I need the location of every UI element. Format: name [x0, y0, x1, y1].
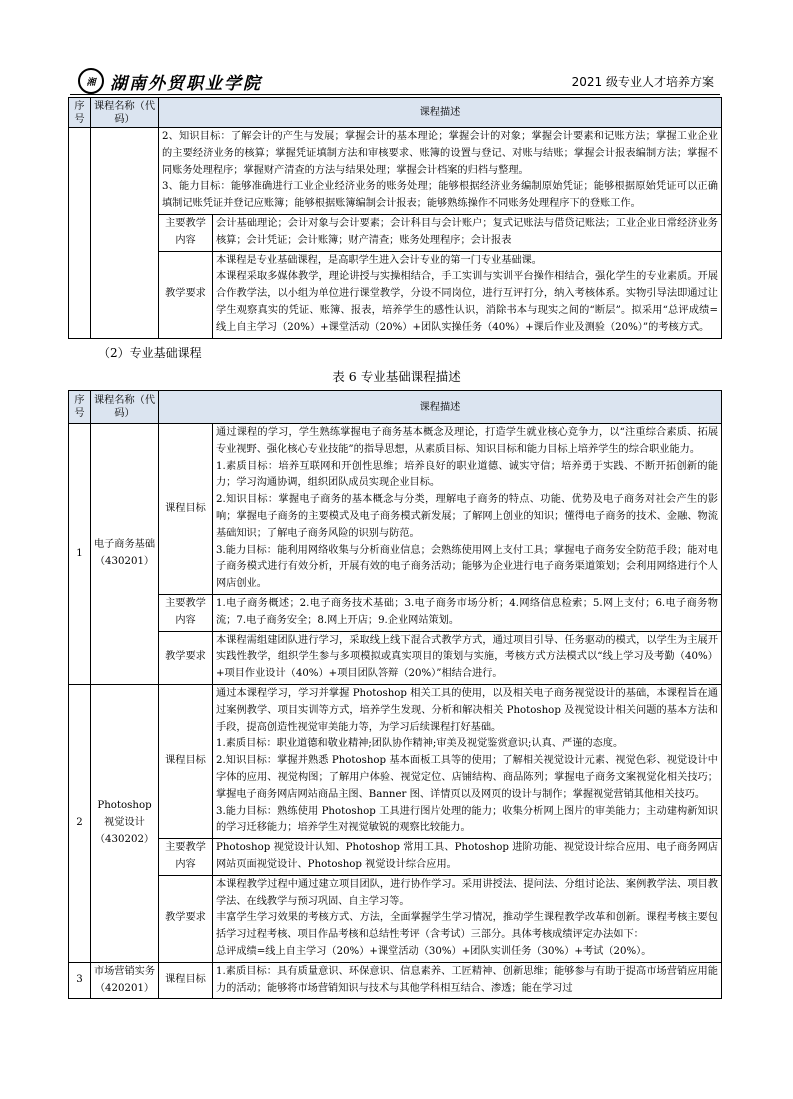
- col-desc: 课程描述: [159, 98, 722, 128]
- goals-label: 课程目标: [159, 424, 213, 595]
- section-heading: （2）专业基础课程: [98, 346, 202, 360]
- table-caption: 表 6 专业基础课程描述: [332, 369, 461, 384]
- table-row: [69, 594, 722, 631]
- table-header-row: [69, 98, 722, 128]
- goals-cell: 1.素质目标：具有质量意识、环保意识、信息素养、工匠精神、创新思维；能够参与有助于提高市场营销应用能力的活动；能够将市场营销知识与技术与其他学科相互结合、渗透；能在学习过: [213, 962, 722, 999]
- course-name: 电子商务基础（430201）: [91, 424, 159, 685]
- content-cell: 1.电子商务概述；2.电子商务技术基础；3.电子商务市场分析；4.网络信息检索；5.网上支付；6.电子商务物流；7.电子商务安全；8.网上开店；9.企业网站策划。: [213, 594, 722, 631]
- school-logo: [78, 68, 262, 94]
- col-no: 序号: [69, 98, 91, 128]
- goals-cell: 2、知识目标：了解会计的产生与发展；掌握会计的基本理论；掌握会计的对象；掌握会计要素和记账方法；掌握工业企业的主要经济业务的核算；掌握凭证填制方法和审核要求、账簿的设置与登记、对账与结账；掌握会计报表编制方法；掌握不同账务处理程序；掌握财产清查的方法与结果处理；掌握会计档案的归档与整理。 3、能力目标：能够准确进行工业企业经济业务的账务处理；能够根据经济业务编制原始凭证；能够根据原始凭证可以正确填制记账凭证并登记应账簿；能够根据账簿编制会计报表；能够熟练操作不同账务处理程序下的登账工作。: [159, 128, 722, 215]
- goals-label: 课程目标: [159, 962, 213, 999]
- table-header-row: [69, 391, 722, 424]
- goals-label: 课程目标: [159, 684, 213, 838]
- col-no: 序号: [69, 391, 91, 424]
- course-name: 市场营销实务（420201）: [91, 962, 159, 999]
- course-table-continued: [68, 97, 722, 339]
- course-name: Photoshop 视觉设计 （430202）: [91, 684, 159, 962]
- req-label: 教学要求: [159, 251, 213, 338]
- req-cell: 本课程教学过程中通过建立项目团队，进行协作学习。采用讲授法、提问法、分组讨论法、案例教学法、项目教学法、在线教学与预习巩固、自主学习等。 丰富学生学习效果的考核方式、方法，全面掌握学生学习情况，推动学生课程教学改革和创新。课程考核主要包括学习过程考核、项目作品考核和总结性考评（含考试）三部分。具体考核成绩评定办法如下： 总评成绩=线上自主学习（20%）+课堂活动（30%）+团队实训任务（30%）+考试（20%）。: [213, 875, 722, 962]
- table-row: [69, 128, 722, 215]
- content-label: 主要教学内容: [159, 214, 213, 251]
- table-row: [69, 251, 722, 338]
- col-desc: 课程描述: [159, 391, 722, 424]
- table-row: [69, 875, 722, 962]
- col-name: 课程名称（代码）: [91, 391, 159, 424]
- col-name: 课程名称（代码）: [91, 98, 159, 128]
- course-no: 2: [69, 684, 91, 962]
- content-label: 主要教学内容: [159, 594, 213, 631]
- content-cell: Photoshop 视觉设计认知、Photoshop 常用工具、Photoshop 进阶功能、视觉设计综合应用、电子商务网店网站页面视觉设计、Photoshop 视觉设计综合应用。: [213, 839, 722, 876]
- plan-title: 2021 级专业人才培养方案: [571, 75, 714, 89]
- table-row: [69, 631, 722, 684]
- req-label: 教学要求: [159, 631, 213, 684]
- req-label: 教学要求: [159, 875, 213, 962]
- table-row: [69, 839, 722, 876]
- page-header: [70, 66, 720, 95]
- school-seal-icon: 湘: [78, 68, 104, 94]
- req-cell: 本课程需组建团队进行学习，采取线上线下混合式教学方式，通过项目引导、任务驱动的模式，以学生为主展开实践性教学，组织学生参与多项模拟或真实项目的策划与实施，考核方式方法模式以“线上学习及考勤（40%）+项目作业设计（40%）+项目团队答辩（20%）”相结合进行。: [213, 631, 722, 684]
- req-cell: 本课程是专业基础课程，是高职学生进入会计专业的第一门专业基础课。 本课程采取多媒体教学，理论讲授与实操相结合，手工实训与实训平台操作相结合，强化学生的专业素质。开展合作教学法，以小组为单位进行课堂教学，分设不同岗位，进行互评打分，纳入考核体系。实物引导法即通过让学生观察真实的凭证、账簿、报表，培养学生的感性认识，消除书本与现实之间的“断层”。拟采用“总评成绩=线上自主学习（20%）+课堂活动（20%）+团队实操任务（40%）+课后作业及测验（20%）”的考核方式。: [213, 251, 722, 338]
- content-label: 主要教学内容: [159, 839, 213, 876]
- content-cell: 会计基础理论；会计对象与会计要素；会计科目与会计账户；复式记账法与借贷记账法；工业企业日常经济业务核算；会计凭证；会计账簿；财产清查；账务处理程序；会计报表: [213, 214, 722, 251]
- course-table: [68, 390, 722, 999]
- course-no: 3: [69, 962, 91, 999]
- table-row: [69, 684, 722, 838]
- goals-cell: 通过本课程学习，学习并掌握 Photoshop 相关工具的使用，以及相关电子商务视觉设计的基础，本课程旨在通过案例教学、项目实训等方式，培养学生发现、分析和解决相关 Photoshop 及视觉设计相关问题的基本方法和手段，提高创造性视觉审美能力等，为学习后续课程打好基础。 1.素质目标：职业道德和敬业精神;团队协作精神;审美及视觉鉴赏意识;认真、严谨的态度。 2.知识目标：掌握并熟悉 Photoshop 基本面板工具等的使用；了解相关视觉设计元素、视觉色彩、视觉设计中字体的应用、视觉构图；了解用户体验、视觉定位、店铺结构、商品陈列；掌握电子商务文案视觉化相关技巧；掌握电子商务网店网站商品主图、Banner 图、详情页以及网页的设计与制作；掌握视觉营销其他相关技巧。 3.能力目标：熟练使用 Photoshop 工具进行图片处理的能力；收集分析网上图片的审美能力；主动建构新知识的学习迁移能力；培养学生对视觉敏锐的观察比较能力。: [213, 684, 722, 838]
- table-row: [69, 214, 722, 251]
- course-no: 1: [69, 424, 91, 685]
- table-row: [69, 962, 722, 999]
- school-name: 湖南外贸职业学院: [110, 73, 262, 94]
- goals-cell: 通过课程的学习，学生熟练掌握电子商务基本概念及理论，打造学生就业核心竞争力，以“注重综合素质、拓展专业视野、强化核心专业技能”的指导思想，从素质目标、知识目标和能力目标上培养学生的综合职业能力。 1.素质目标：培养互联网和开创性思维；培养良好的职业道德、诚实守信；培养勇于实践、不断开拓创新的能力；学习沟通协调，组织团队成员实现企业目标。 2.知识目标：掌握电子商务的基本概念与分类，理解电子商务的特点、功能、优势及电子商务对社会产生的影响；掌握电子商务的主要模式及电子商务模式新发展；了解网上创业的知识；懂得电子商务的技术、金融、物流基础知识；了解电子商务风险的识别与防范。 3.能力目标：能利用网络收集与分析商业信息；会熟练使用网上支付工具；掌握电子商务安全防范手段；能对电子商务模式进行有效分析，开展有效的电子商务活动；能够为企业进行电子商务渠道策划；会利用网络进行个人网店创业。: [213, 424, 722, 595]
- table-row: [69, 424, 722, 595]
